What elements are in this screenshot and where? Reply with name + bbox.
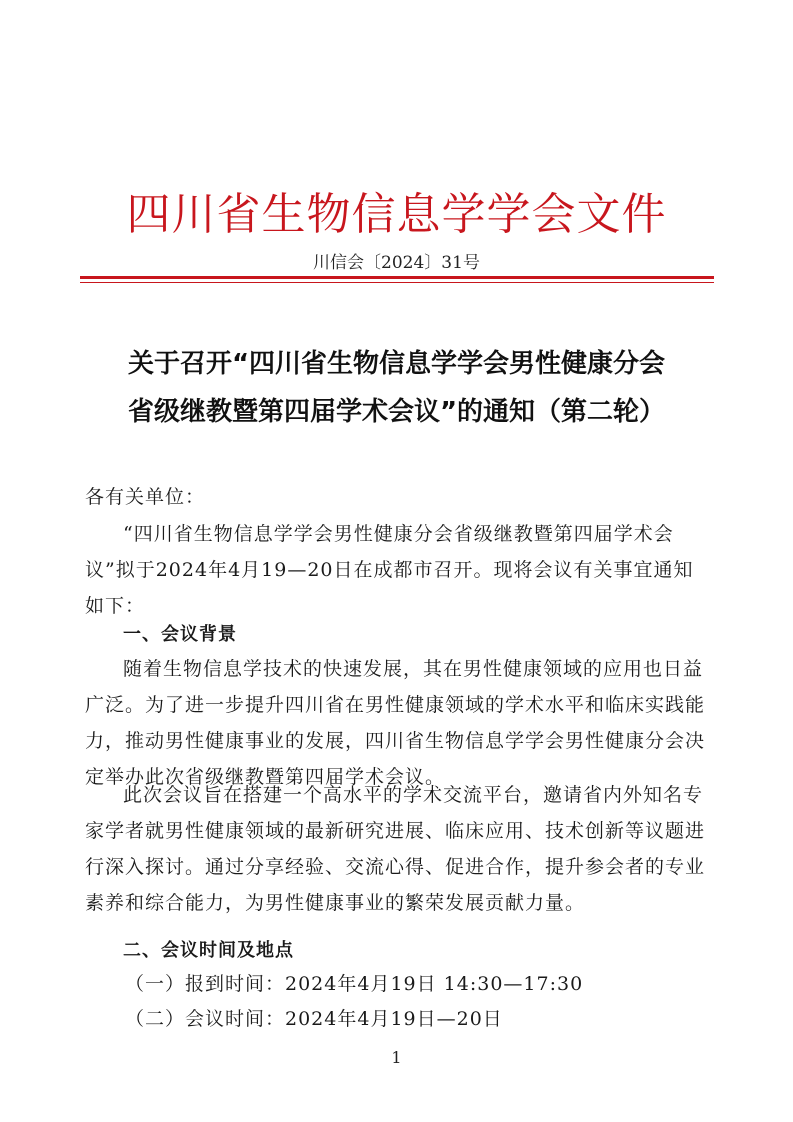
- page-number: 1: [391, 1048, 402, 1067]
- meeting-time-item: （二）会议时间：2024年4月19日—20日: [125, 1008, 503, 1030]
- notice-title-line-1: 关于召开“四川省生物信息学学会男性健康分会: [127, 349, 666, 379]
- notice-title: [0, 340, 793, 436]
- section-heading-time-location: 二、会议时间及地点: [123, 940, 294, 961]
- section-heading-background: 一、会议背景: [123, 624, 237, 645]
- checkin-time-item: （一）报到时间：2024年4月19日 14:30—17:30: [125, 973, 584, 995]
- background-paragraph-2: 此次会议旨在搭建一个高水平的学术交流平台，邀请省内外知名专家学者就男性健康领域的最新研究进展、临床应用、技术创新等议题进行深入探讨。通过分享经验、交流心得、促进合作，提升参会者的专业素养和综合能力，为男性健康事业的繁荣发展贡献力量。: [85, 784, 706, 914]
- header-red-rule: [80, 276, 714, 279]
- document-number: 川信会〔2024〕31号: [313, 253, 480, 273]
- header-red-rule-thin: [80, 282, 714, 283]
- background-paragraph-1: 随着生物信息学技术的快速发展，其在男性健康领域的应用也日益广泛。为了进一步提升四川省在男性健康领域的学术水平和临床实践能力，推动男性健康事业的发展，四川省生物信息学学会男性健康分会决定举办此次省级继教暨第四届学术会议。: [85, 658, 706, 788]
- org-header-title: 四川省生物信息学学会文件: [126, 189, 667, 240]
- intro-paragraph: “四川省生物信息学学会男性健康分会省级继教暨第四届学术会议”拟于2024年4月19—20日在成都市召开。现将会议有关事宜通知如下：: [85, 523, 694, 617]
- notice-title-line-2: 省级继教暨第四届学术会议”的通知（第二轮）: [127, 397, 666, 427]
- salutation: 各有关单位：: [85, 486, 206, 508]
